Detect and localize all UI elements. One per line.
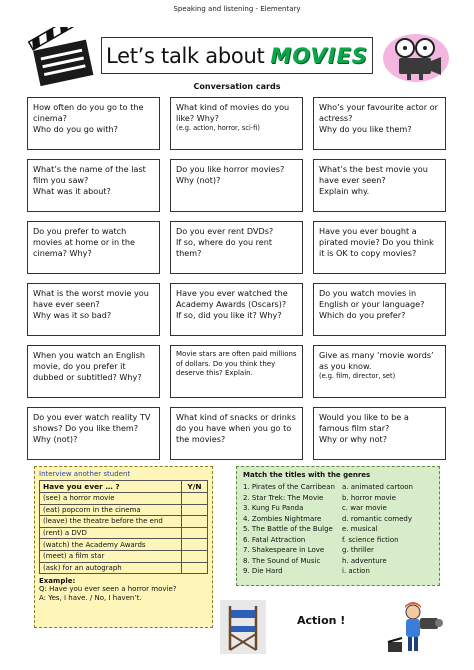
card-question: What’s the best movie you have ever seen? Explain why. [319,164,428,196]
column-header-question: Have you ever … ? [40,481,182,493]
card-note: (e.g. action, horror, sci-fi) [176,124,260,132]
conversation-cards-grid [27,97,447,460]
example-answer: A: Yes, I have. / No, I haven’t. [39,594,142,603]
card-question: Movie stars are often paid millions of dollars. Do you think they deserve this? Explain. [176,350,297,377]
list-item: 1. Pirates of the Carribean [243,483,335,491]
example-label: Example: [39,577,76,586]
interview-question: (ask) for an autograph [40,562,182,574]
conversation-card [313,159,446,212]
yn-answer-cell[interactable] [182,539,208,551]
list-item: 2. Star Trek: The Movie [243,493,324,502]
table-row [40,562,208,574]
card-question: Who’s your favourite actor or actress? Why do you like them? [319,102,438,134]
conversation-card [170,345,303,398]
card-question: What kind of snacks or drinks do you have when you go to the movies? [176,412,296,444]
list-item: 9. Die Hard [243,567,283,575]
clapperboard-icon [27,27,97,87]
conversation-card [27,159,160,212]
list-item: a. animated cartoon [341,483,413,491]
list-item: 7. Shakespeare in Love [243,546,325,554]
card-question: Give as many ‘movie words’ as you know. [319,350,434,371]
interview-question: (eat) popcorn in the cinema [40,504,182,516]
match-columns [243,482,433,577]
interview-box [34,466,213,628]
conversation-card [27,407,160,460]
page-title: Let’s talk about [106,43,265,68]
conversation-card [313,407,446,460]
match-heading: Match the titles with the genres [243,471,371,479]
conversation-cards-heading: Conversation cards [193,82,281,91]
conversation-card [27,283,160,336]
card-question: Do you ever rent DVDs? If so, where do you rent them? [176,226,274,258]
list-item: i. action [341,567,370,575]
card-note: (e.g. film, director, set) [319,372,396,380]
worksheet-subtitle: Speaking and listening - Elementary [173,5,301,13]
table-row [40,539,208,551]
card-question: What kind of movies do you like? Why? [176,102,290,123]
card-question: Do you watch movies in English or your language? Which do you prefer? [319,288,425,320]
yn-answer-cell[interactable] [182,550,208,562]
card-question: Do you like horror movies? Why (not)? [176,164,285,185]
card-question: Do you ever watch reality TV shows? Do you like them? Why (not)? [33,412,151,444]
interview-question: (see) a horror movie [40,493,182,505]
genres-list [342,482,433,577]
yn-answer-cell[interactable] [182,504,208,516]
interview-question: (meet) a film star [40,550,182,562]
interview-table [39,480,208,574]
director-chair-icon [218,596,268,656]
yn-answer-cell[interactable] [182,493,208,505]
card-question: What is the worst movie you have ever seen? Why was it so bad? [33,288,149,320]
conversation-card [170,159,303,212]
conversation-card [313,97,446,150]
match-box [236,466,440,586]
card-question: Would you like to be a famous film star? Why or why not? [319,412,409,444]
interview-question: (rent) a DVD [40,527,182,539]
list-item: e. musical [341,525,378,533]
table-row [40,493,208,505]
card-question: Have you ever bought a pirated movie? Do you think it is OK to copy movies? [319,226,434,258]
conversation-card [27,345,160,398]
table-row [40,516,208,528]
conversation-card [27,97,160,150]
column-header-yn: Y/N [182,481,208,493]
card-question: What’s the name of the last film you saw? What was it about? [33,164,146,196]
conversation-card [170,221,303,274]
interview-question: (leave) the theatre before the end [40,516,182,528]
yn-answer-cell[interactable] [182,562,208,574]
yn-answer-cell[interactable] [182,527,208,539]
card-question: When you watch an English movie, do you prefer it dubbed or subtitled? Why? [33,350,146,382]
list-item: 8. The Sound of Music [243,556,321,565]
table-row [40,550,208,562]
action-caption: Action ! [297,614,346,627]
conversation-card [170,283,303,336]
conversation-card [313,283,446,336]
cameraman-icon [380,592,446,658]
film-projector-icon [381,32,451,84]
card-question: How often do you go to the cinema? Who do you go with? [33,102,144,134]
list-item: b. horror movie [341,493,396,502]
conversation-card [313,221,446,274]
conversation-card [170,97,303,150]
list-item: 5. The Battle of the Bulge [243,525,333,533]
list-item: h. adventure [341,556,387,565]
conversation-card [27,221,160,274]
title-box [101,37,373,74]
list-item: 6. Fatal Attraction [243,535,306,544]
movie-titles-list [243,482,342,577]
list-item: d. romantic comedy [341,514,413,523]
table-row [40,527,208,539]
list-item: 4. Zombies Nightmare [243,514,322,523]
list-item: c. war movie [341,504,387,512]
example-question: Q: Have you ever seen a horror movie? [39,585,177,594]
card-question: Do you prefer to watch movies at home or in the cinema? Why? [33,226,135,258]
interview-heading: Interview another student [39,470,131,478]
table-header-row [40,481,208,493]
conversation-card [170,407,303,460]
yn-answer-cell[interactable] [182,516,208,528]
conversation-card [313,345,446,398]
card-question: Have you ever watched the Academy Awards (Oscars)? If so, did you like it? Why? [176,288,288,320]
list-item: 3. Kung Fu Panda [243,504,304,512]
interview-question: (watch) the Academy Awards [40,539,182,551]
page-title-accent: MOVIES [270,43,368,68]
table-row [40,504,208,516]
list-item: g. thriller [341,546,374,554]
list-item: f. science fiction [341,535,399,544]
